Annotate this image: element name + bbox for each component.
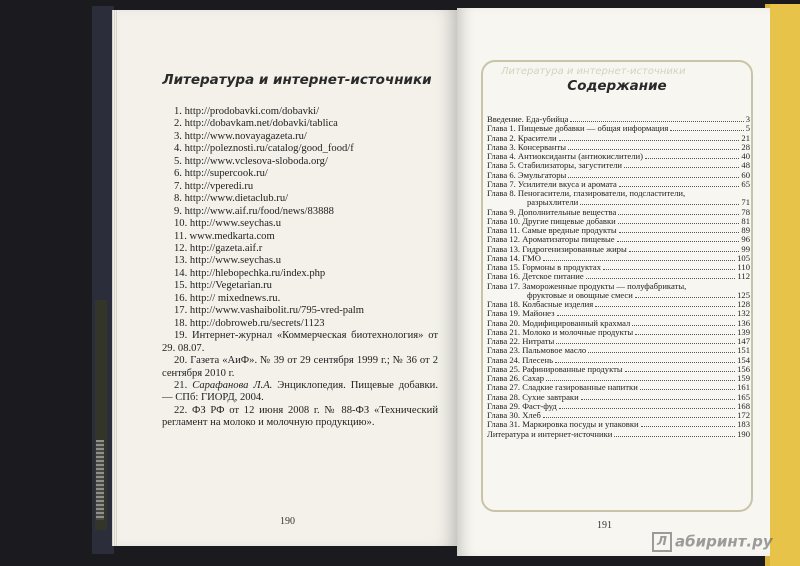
toc-entry-page: 112: [737, 271, 750, 282]
toc-entry-page: 159: [737, 373, 750, 383]
watermark-logo-icon: Л: [652, 532, 672, 552]
toc-leader-dots: [570, 121, 743, 122]
labirint-watermark: [652, 532, 773, 552]
toc-leader-dots: [595, 306, 735, 307]
toc-entry-title: Глава 9. Дополнительные вещества: [487, 207, 617, 217]
source-item: 22. ФЗ РФ от 12 июня 2008 г. № 88-ФЗ «Технический регламент на молоко и молочную продукцию».: [162, 404, 438, 429]
toc-entry-page: 132: [737, 308, 750, 319]
toc-entry-title: Глава 31. Маркировка посуды и упаковки: [487, 420, 639, 430]
toc-entry-page: 96: [741, 234, 750, 245]
toc-entry-page: 21: [741, 132, 750, 143]
toc-entry-title: Глава 14. ГМО: [487, 253, 541, 263]
source-item: 20. Газета «АиФ». № 39 от 29 сентября 1999 г.; № 36 от 2 сентября 2010 г.: [162, 355, 438, 379]
toc-entry: [487, 226, 750, 235]
left-page-title: Литература и интернет-источники: [162, 72, 432, 88]
toc-entry-title: Глава 12. Ароматизаторы пищевые: [487, 235, 615, 245]
toc-entry-title: Литература и интернет-источники: [487, 429, 613, 439]
toc-entry: [487, 300, 750, 309]
toc-entry-title: Глава 27. Сладкие газированные напитки: [487, 383, 638, 393]
toc-entry-page: 28: [741, 141, 750, 152]
toc-entry-page: 89: [741, 225, 750, 235]
source-number: 21.: [174, 379, 193, 391]
toc-entry-page: 81: [741, 215, 750, 226]
toc-entry: [487, 134, 750, 143]
sources-list: [162, 106, 438, 430]
source-item: 17. http://www.vashaibolit.ru/795-vred-palm: [174, 305, 364, 317]
toc-entry: [487, 115, 750, 124]
toc-entry: [487, 143, 750, 152]
toc-entry: [487, 171, 750, 180]
toc-entry: [487, 411, 750, 420]
toc-leader-dots: [555, 362, 735, 363]
toc-leader-dots: [559, 408, 735, 409]
source-item: 8. http://www.dietaclub.ru/: [174, 193, 289, 205]
toc-leader-dots: [629, 251, 740, 252]
toc-entry-page: 60: [741, 169, 750, 180]
toc-entry-title: Глава 22. Нитраты: [487, 337, 555, 346]
toc-entry: [487, 245, 750, 254]
toc-entry: [487, 254, 750, 263]
toc-leader-dots: [618, 223, 740, 224]
toc-entry-title: Глава 15. Гормоны в продуктах: [487, 263, 602, 272]
toc-entry: [487, 420, 750, 429]
left-page-number: 190: [280, 516, 295, 527]
source-item: 15. http://Vegetarian.ru: [174, 280, 272, 292]
toc-entry: [487, 356, 750, 365]
toc-leader-dots: [640, 389, 735, 390]
source-author: Сарафанова Л.А.: [192, 379, 273, 391]
toc-leader-dots: [586, 278, 736, 279]
toc-entry-page: 5: [745, 123, 750, 134]
toc-entry-title: Глава 2. Красители: [487, 133, 557, 143]
toc-leader-dots: [543, 417, 735, 418]
source-item: 4. http://poleznosti.ru/catalog/good_food/f: [174, 143, 354, 155]
page-edges: [112, 10, 118, 546]
toc-entry: [487, 383, 750, 392]
toc-leader-dots: [581, 399, 735, 400]
right-page-number: 191: [597, 520, 612, 531]
toc-leader-dots: [625, 371, 735, 372]
source-item: 14. http://hlebopechka.ru/index.php: [174, 267, 326, 279]
toc-leader-dots: [568, 149, 739, 150]
toc-entry-page: 48: [741, 160, 750, 171]
toc-entry-page: 3: [745, 114, 750, 124]
toc-entry: [487, 282, 750, 291]
source-item: 12. http://gazeta.aif.r: [174, 242, 263, 254]
toc-leader-dots: [543, 260, 735, 261]
source-item: 10. http://www.seychas.u: [174, 218, 282, 230]
toc-entry-title: Глава 21. Молоко и молочные продукты: [487, 327, 634, 337]
toc-leader-dots: [557, 315, 736, 316]
toc-entry: [487, 189, 750, 198]
right-page-title: Содержание: [567, 78, 667, 94]
toc-entry: [487, 152, 750, 161]
toc-entry: [487, 365, 750, 374]
source-item: 11. www.medkarta.com: [174, 230, 275, 242]
toc-entry-title: Глава 5. Стабилизаторы, загустители: [487, 161, 623, 171]
source-item: 16. http:// mixednews.ru.: [174, 292, 281, 304]
toc-entry-page: 78: [741, 206, 750, 217]
toc-entry-title: Глава 11. Самые вредные продукты: [487, 226, 617, 235]
toc-entry-title: Глава 13. Гидрогенизированные жиры: [487, 244, 627, 254]
toc-entry-title: Глава 30. Хлеб: [487, 411, 541, 420]
toc-leader-dots: [624, 167, 739, 168]
toc-leader-dots: [614, 436, 735, 437]
toc-entry: [487, 309, 750, 318]
toc-entry-title: фруктовые и овощные смеси: [527, 290, 633, 300]
toc-leader-dots: [632, 325, 735, 326]
toc-entry-title: Глава 29. Фаст-фуд: [487, 401, 557, 411]
toc-entry-title: Глава 10. Другие пищевые добавки: [487, 216, 616, 226]
toc-entry: [487, 208, 750, 217]
toc-entry-title: разрыхлители: [527, 198, 579, 208]
watermark-text: абиринт.ру: [675, 532, 773, 551]
right-page: [457, 8, 770, 556]
toc-entry: [487, 198, 750, 207]
toc-entry-title: Глава 28. Сухие завтраки: [487, 392, 579, 402]
toc-entry: [487, 161, 750, 170]
left-page: [112, 10, 457, 546]
toc-entry-title: Глава 18. Колбасные изделия: [487, 300, 594, 309]
toc-entry: [487, 402, 750, 411]
toc-leader-dots: [617, 241, 740, 242]
toc-entry-page: 99: [741, 243, 750, 254]
toc-entry-page: 165: [737, 391, 750, 402]
toc-leader-dots: [619, 186, 740, 187]
toc-entry-page: 183: [737, 419, 750, 430]
toc-entry-title: Глава 4. Антиоксиданты (антиокислители): [487, 152, 643, 161]
toc-entry-page: 190: [737, 428, 750, 439]
toc-entry-title: Глава 20. Модифицированный крахмал: [487, 318, 631, 328]
toc-leader-dots: [619, 232, 740, 233]
toc-leader-dots: [559, 140, 740, 141]
toc-entry-page: 125: [737, 289, 750, 300]
toc-entry: [487, 430, 750, 439]
toc-leader-dots: [546, 380, 735, 381]
toc-entry-page: 151: [737, 345, 750, 356]
toc-entry-page: 128: [737, 299, 750, 309]
toc-entry-title: Глава 19. Майонез: [487, 309, 555, 319]
toc-leader-dots: [556, 343, 735, 344]
toc-leader-dots: [641, 426, 736, 427]
toc-entry-page: 154: [737, 354, 750, 365]
toc-entry-page: 110: [737, 262, 750, 272]
toc-entry: [487, 124, 750, 133]
toc-leader-dots: [645, 158, 739, 159]
toc-entry-title: Глава 16. Детское питание: [487, 272, 584, 282]
toc-entry-title: Введение. Еда-убийца: [487, 115, 569, 124]
table-of-contents: [487, 115, 750, 439]
toc-entry: [487, 328, 750, 337]
ghost-title-show-through: Литература и интернет-источники: [501, 66, 686, 77]
toc-entry-page: 40: [741, 151, 750, 161]
toc-leader-dots: [580, 204, 739, 205]
toc-entry-title: Глава 17. Замороженные продукты — полуфабрикаты,: [487, 281, 687, 291]
toc-entry: [487, 319, 750, 328]
toc-entry: [487, 346, 750, 355]
toc-leader-dots: [635, 297, 735, 298]
toc-entry: [487, 263, 750, 272]
toc-entry-page: 65: [741, 178, 750, 189]
toc-leader-dots: [635, 334, 735, 335]
toc-entry: [487, 180, 750, 189]
toc-leader-dots: [618, 214, 739, 215]
toc-entry-title: Глава 3. Консерванты: [487, 142, 567, 152]
source-item: 2. http://dobavkam.net/dobavki/tablica: [174, 118, 338, 130]
toc-entry: [487, 337, 750, 346]
toc-entry-page: 147: [737, 336, 750, 346]
source-item: 13. http://www.seychas.u: [174, 255, 282, 267]
source-item: [162, 380, 438, 405]
toc-leader-dots: [588, 352, 735, 353]
toc-entry-page: 156: [737, 363, 750, 374]
toc-entry-page: 168: [737, 400, 750, 411]
toc-entry-page: 139: [737, 326, 750, 337]
source-item: 3. http://www.novayagazeta.ru/: [174, 130, 307, 142]
toc-entry: [487, 217, 750, 226]
toc-leader-dots: [603, 269, 735, 270]
book-cover-right-edge: [770, 4, 800, 566]
toc-entry: [487, 272, 750, 281]
source-item: 18. http://dobroweb.ru/secrets/1123: [174, 317, 325, 329]
source-item: 5. http://www.vclesova-sloboda.org/: [174, 155, 328, 167]
toc-entry-title: Глава 25. Рафинированные продукты: [487, 364, 623, 374]
binding-edge: [96, 440, 104, 520]
toc-entry: [487, 374, 750, 383]
source-item: 19. Интернет-журнал «Коммерческая биотехнология» от 29. 08.07.: [162, 330, 438, 354]
toc-entry-page: 71: [741, 197, 750, 208]
source-item: 1. http://prodobavki.com/dobavki/: [174, 106, 320, 117]
toc-entry-title: Глава 7. Усилители вкуса и аромата: [487, 179, 617, 189]
toc-leader-dots: [568, 177, 739, 178]
toc-entry-title: Глава 24. Плесень: [487, 355, 553, 365]
toc-entry-page: 105: [737, 252, 750, 263]
toc-entry: [487, 291, 750, 300]
toc-entry: [487, 235, 750, 244]
toc-entry-page: 172: [737, 410, 750, 420]
toc-leader-dots: [670, 130, 743, 131]
toc-entry: [487, 393, 750, 402]
source-item: 6. http://supercook.ru/: [174, 168, 268, 180]
source-item: 7. http://vperedi.ru: [174, 180, 254, 192]
source-item: 9. http://www.aif.ru/food/news/83888: [174, 205, 334, 217]
toc-entry-title: Глава 23. Пальмовое масло: [487, 346, 587, 356]
toc-entry-title: Глава 1. Пищевые добавки — общая информация: [487, 124, 669, 134]
toc-entry-title: Глава 26. Сахар: [487, 374, 545, 383]
toc-entry-page: 136: [737, 317, 750, 328]
toc-entry-title: Глава 8. Пеногасители, глазирователи, подсластители,: [487, 189, 686, 198]
source-text: Энциклопедия. Пищевые добавки. — СПб: ГИОРД, 2004.: [162, 379, 438, 404]
toc-entry-title: Глава 6. Эмульгаторы: [487, 170, 567, 180]
toc-entry-page: 161: [737, 382, 750, 393]
